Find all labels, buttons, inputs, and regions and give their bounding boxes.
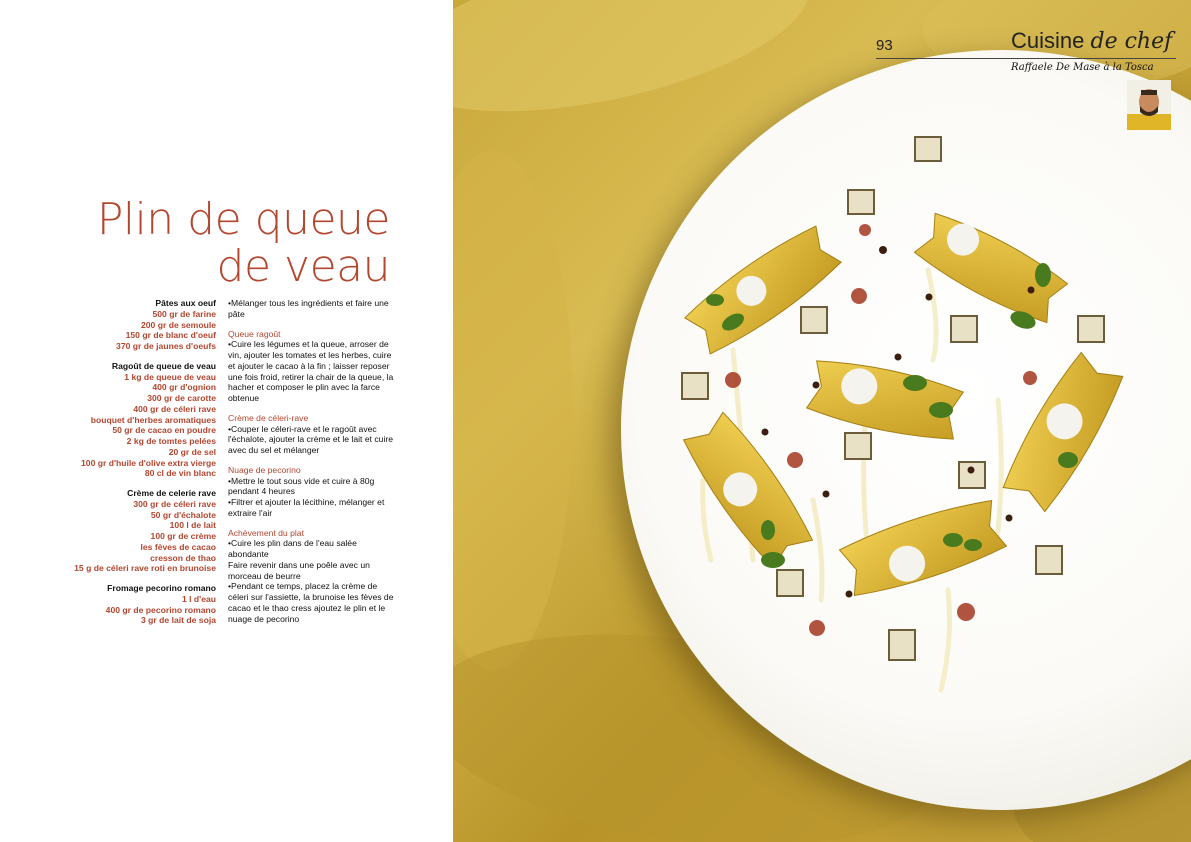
- preparation-steps: [228, 298, 394, 624]
- ingredient-item: 1 kg de queue de veau: [124, 371, 216, 382]
- step-text: •Couper le céleri-rave et le ragoût avec l'échalote, ajouter la crème et le lait et cuire avec du sel et mélanger: [228, 423, 394, 455]
- ingredient-item: cresson de thao: [150, 552, 216, 563]
- ingredient-item: 300 gr de carotte: [147, 393, 216, 403]
- ingredient-item: 2 kg de tomtes pelées: [126, 436, 216, 446]
- page-number: 93: [876, 37, 893, 54]
- section-title-cursive: de chef: [1090, 29, 1173, 54]
- ingredient-item: 100 gr de crème: [150, 531, 216, 541]
- step-text: •Mélanger tous les ingrédients et faire une pâte: [228, 298, 389, 319]
- ingredient-item: 50 gr de cacao en poudre: [112, 425, 216, 436]
- section-title-plain: Cuisine: [1011, 28, 1085, 53]
- step-text: •Pendant ce temps, placez la crème de céleri sur l'assiette, la brunoise les fèves de cacao et le thao cress ajoutez le plin et le nuage de pecorino: [228, 581, 394, 624]
- ingredient-group-heading: Crème de celerie rave: [127, 488, 216, 498]
- ingredient-item: les fèves de cacao: [140, 541, 216, 552]
- left-page: [0, 0, 453, 842]
- ingredient-group-gap: [40, 479, 216, 488]
- ingredient-item: 50 gr d'échalote: [150, 509, 216, 520]
- ingredient-item: 20 gr de sel: [168, 446, 216, 457]
- ingredient-item: 300 gr de céleri rave: [133, 498, 216, 509]
- ingredient-group-heading: Pâtes aux oeuf: [155, 298, 216, 308]
- dish-photo: [453, 0, 1191, 842]
- ingredient-item: 370 gr de jaunes d'oeufs: [116, 341, 216, 351]
- ingredient-item: 80 cl de vin blanc: [144, 468, 216, 479]
- step-text: •Filtrer et ajouter la lécithine, mélanger et extraire l'air: [228, 497, 385, 518]
- ingredient-group-heading: Fromage pecorino romano: [107, 583, 216, 593]
- recipe-title-line-1: Plin de queue: [96, 194, 390, 245]
- ingredients-list: [40, 298, 216, 626]
- ingredient-item: 400 gr d'ognion: [152, 382, 216, 393]
- step-text: •Cuire les plin dans de l'eau salée abondante: [228, 538, 357, 559]
- magazine-section-title: [1011, 28, 1172, 54]
- ingredient-item: 400 gr de pecorino romano: [105, 604, 216, 615]
- step-text: •Cuire les légumes et la queue, arroser de vin, ajouter les tomates et les herbes, cuire et ajouter le cacao à la fin ; laisser reposer une fois froid, retirer la chair de la queue, la hacher et composer le plin avec la farce obtenue: [228, 339, 394, 403]
- step-section-title: Nuage de pecorino: [228, 464, 301, 475]
- ingredient-item: 200 gr de semoule: [141, 319, 216, 330]
- ingredient-item: 3 gr de lait de soja: [141, 615, 216, 626]
- ingredient-group-gap: [40, 352, 216, 361]
- ingredient-item: 100 gr d'huile d'olive extra vierge: [81, 457, 216, 468]
- chef-portrait: [1127, 80, 1171, 130]
- ingredient-item: 1 l d'eau: [181, 593, 216, 604]
- ingredient-item: 15 g de céleri rave roti en brunoise: [74, 563, 216, 574]
- step-text: •Mettre le tout sous vide et cuire à 80g pendant 4 heures: [228, 475, 375, 497]
- recipe-title: [60, 196, 390, 290]
- ingredient-group-gap: [40, 574, 216, 583]
- step-text: Faire revenir dans une poêle avec un morceau de beurre: [228, 559, 370, 581]
- chef-name-subtitle: Raffaele De Mase à la Tosca: [1011, 62, 1154, 73]
- ingredient-item: bouquet d'herbes aromatiques: [90, 414, 216, 425]
- plated-dish: [453, 0, 1191, 842]
- step-section-title: Queue ragoût: [228, 328, 281, 339]
- ingredient-item: 500 gr de farine: [152, 308, 216, 319]
- header-rule: [876, 58, 1176, 59]
- step-section-title: Achèvement du plat: [228, 527, 304, 538]
- ingredient-item: 150 gr de blanc d'oeuf: [125, 330, 216, 341]
- recipe-title-line-2: de veau: [216, 241, 390, 292]
- ingredient-item: 400 gr de céleri rave: [133, 403, 216, 414]
- ingredient-group-heading: Ragoût de queue de veau: [111, 360, 216, 371]
- plin-pasta-parcels: [679, 208, 1128, 602]
- step-section-title: Crème de céleri-rave: [228, 412, 309, 423]
- ingredient-item: 100 l de lait: [169, 520, 216, 531]
